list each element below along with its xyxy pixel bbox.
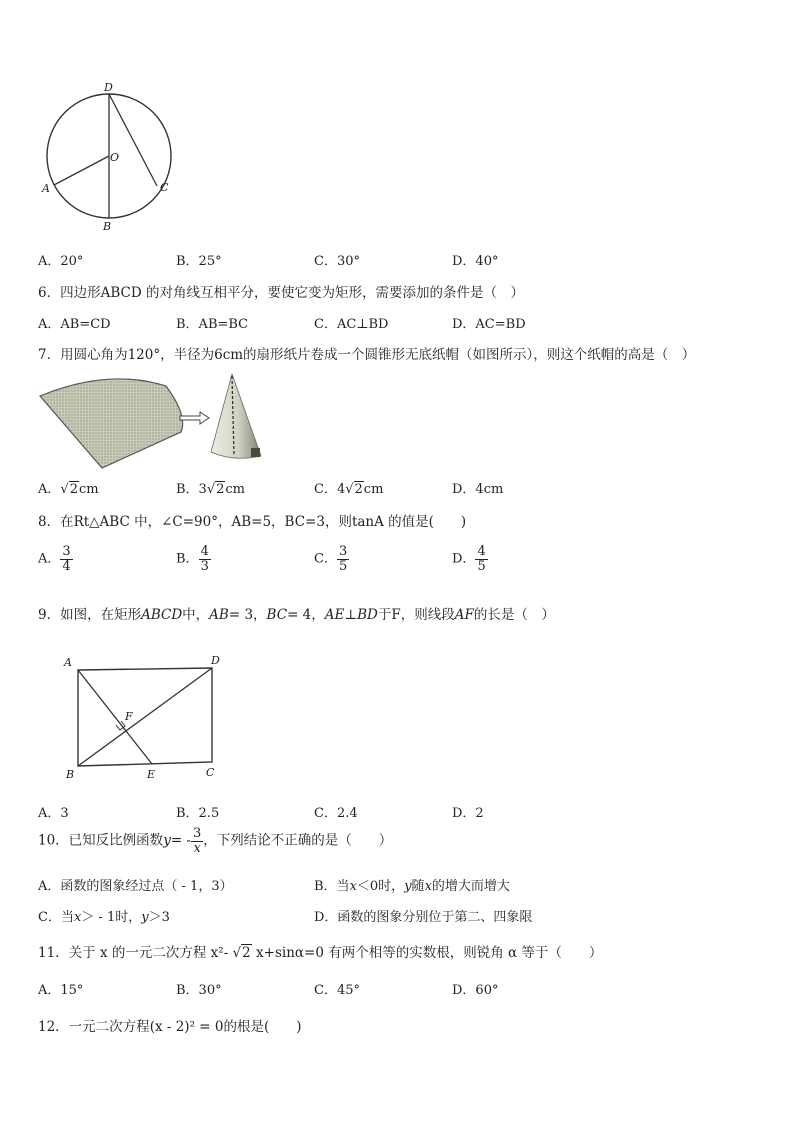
q7-b-prefix: B．3	[176, 482, 207, 497]
q11-option-c[interactable]: C．45°	[314, 983, 360, 998]
q8-d-label: D．	[452, 551, 476, 567]
q8-option-c[interactable]	[314, 545, 349, 573]
q10-b-var: x	[424, 879, 432, 894]
radicand: 2	[354, 482, 363, 497]
q9-stem-text: ⊥	[344, 607, 358, 623]
fraction	[191, 827, 203, 855]
q7-option-c[interactable]	[314, 478, 383, 497]
q11-stem-text: x+sinα=0 有两个相等的实数根，则锐角 α 等于（ ）	[251, 945, 603, 961]
q6-option-b[interactable]: B．AB=BC	[176, 317, 249, 332]
q7-option-a[interactable]	[38, 478, 99, 497]
numerator: 4	[477, 544, 486, 559]
label-c: C	[160, 181, 169, 194]
q8-option-d[interactable]	[452, 545, 488, 573]
paper-cone	[211, 374, 261, 458]
label-b: B	[66, 768, 75, 781]
q8-a-label: A．	[38, 551, 61, 567]
rectangle-figure	[60, 652, 230, 782]
label-d: D	[104, 81, 113, 94]
q10-b-var: x	[349, 879, 357, 894]
q9-stem-text: = 4，	[287, 607, 325, 623]
q9-stem-text: 9．如图，在矩形	[38, 607, 142, 623]
cone-base-shadow	[251, 448, 260, 457]
chord-dc	[109, 94, 157, 186]
denominator: x	[193, 840, 201, 856]
q12-stem-text: 的根是( )	[223, 1019, 302, 1035]
q9-stem-text: 于F，则线段	[377, 607, 455, 623]
q7-stem: 7．用圆心角为120°，半径为6cm的扇形纸片卷成一个圆锥形无底纸帽（如图所示），则这个纸帽的高是（ ）	[38, 347, 696, 363]
q8-option-b[interactable]	[176, 545, 211, 573]
q9-stem-var: AB	[209, 607, 229, 623]
q9-option-b[interactable]: B．2.5	[176, 806, 220, 821]
radicand: 2	[216, 482, 225, 497]
q9-option-c[interactable]: C．2.4	[314, 806, 358, 821]
fraction	[337, 545, 349, 573]
q9-stem-var: BC	[266, 607, 288, 623]
q11-stem-text: 11．关于 x 的一元二次方程 x²-	[38, 945, 233, 961]
label-f: F	[125, 710, 133, 723]
paper-sector	[40, 379, 183, 468]
q7-option-d[interactable]: D．4cm	[452, 482, 504, 497]
q6-stem: 6．四边形ABCD 的对角线互相平分，要使它变为矩形，需要添加的条件是（ ）	[38, 285, 524, 301]
q7-b-suffix: cm	[225, 482, 246, 497]
q8-option-a[interactable]	[38, 545, 73, 573]
q11-option-b[interactable]: B．30°	[176, 983, 222, 998]
sector-to-cone-figure	[38, 372, 268, 472]
q11-option-d[interactable]: D．60°	[452, 983, 499, 998]
q9-stem-text: = 3，	[228, 607, 267, 623]
q9-stem-var: AF	[454, 607, 474, 623]
sqrt-sign: √2	[345, 482, 363, 497]
numerator: 3	[62, 544, 71, 559]
label-c: C	[206, 766, 215, 779]
q9-stem-var: BD	[357, 607, 378, 623]
q9-stem-text: 的长是（ ）	[473, 607, 555, 623]
q7-a-prefix: A．	[38, 482, 61, 497]
radicand: 2	[242, 945, 251, 961]
q7-c-suffix: cm	[363, 482, 384, 497]
q11-option-a[interactable]: A．15°	[38, 983, 84, 998]
q7-c-prefix: C．4	[314, 482, 346, 497]
label-a: A	[64, 656, 72, 669]
segment-ae	[78, 670, 152, 764]
q6-option-a[interactable]: A．AB=CD	[38, 317, 111, 332]
q10-option-a[interactable]: A．函数的图象经过点（ - 1，3）	[38, 879, 233, 894]
fraction	[60, 545, 72, 573]
q8-c-label: C．	[314, 551, 337, 567]
q11-stem	[38, 941, 602, 961]
circle-figure	[38, 80, 178, 235]
q9-option-a[interactable]: A．3	[38, 806, 69, 821]
q10-c-text: ＞ - 1时，	[81, 910, 142, 925]
q10-stem-text: = -	[170, 832, 191, 849]
sqrt-sign: √2	[206, 482, 225, 497]
label-d: D	[211, 654, 220, 667]
q6-option-d[interactable]: D．AC=BD	[452, 317, 526, 332]
denominator: 3	[200, 558, 209, 574]
q10-b-text: B．当	[314, 879, 350, 894]
q12-equation: (x - 2)² = 0	[149, 1019, 224, 1035]
q5-option-c[interactable]: C．30°	[314, 254, 360, 269]
q10-stem-text: ，下列结论不正确的是（ ）	[203, 832, 393, 849]
denominator: 4	[62, 558, 71, 574]
q10-b-text: 随	[411, 879, 425, 894]
q5-option-b[interactable]: B．25°	[176, 254, 222, 269]
q10-stem-text: 10．已知反比例函数	[38, 832, 164, 849]
q12-stem-text: 12．一元二次方程	[38, 1019, 150, 1035]
q7-option-b[interactable]	[176, 478, 245, 497]
q10-stem-var: y	[163, 832, 171, 849]
denominator: 5	[477, 558, 486, 574]
numerator: 4	[200, 544, 209, 559]
q6-option-c[interactable]: C．AC⊥BD	[314, 317, 389, 332]
q9-stem-var: ABCD	[141, 607, 183, 623]
q10-b-text: 的增大而增大	[431, 879, 510, 894]
q5-option-d[interactable]: D．40°	[452, 254, 499, 269]
q10-option-b[interactable]	[314, 875, 510, 894]
numerator: 3	[338, 544, 348, 559]
q10-option-c[interactable]	[38, 906, 170, 925]
q7-a-suffix: cm	[78, 482, 99, 497]
fraction	[199, 545, 211, 573]
q12-stem	[38, 1015, 302, 1035]
arrow-icon	[180, 412, 209, 424]
denominator: 5	[338, 558, 348, 574]
q9-stem	[38, 603, 555, 623]
q9-stem-text: 中，	[182, 607, 210, 623]
q10-c-var: y	[141, 910, 149, 925]
q10-option-d[interactable]: D．函数的图象分别位于第二、四象限	[314, 910, 533, 925]
label-b: B	[103, 220, 112, 233]
q10-b-text: ＜0时，	[356, 879, 405, 894]
sqrt-sign: √2	[232, 945, 251, 961]
diagonal-bd	[78, 668, 212, 766]
q9-stem-var: AE	[324, 607, 345, 623]
radius-oa	[54, 156, 109, 185]
sqrt-sign: √2	[60, 482, 78, 497]
q5-option-a[interactable]: A．20°	[38, 254, 84, 269]
q8-stem: 8．在Rt△ABC 中，∠C=90°，AB=5，BC=3，则tanA 的值是( )	[38, 514, 467, 530]
radicand: 2	[69, 482, 78, 497]
label-a: A	[42, 182, 50, 195]
q10-c-text: C．当	[38, 910, 74, 925]
label-o: O	[110, 151, 120, 164]
label-e: E	[147, 768, 156, 781]
q10-b-var: y	[404, 879, 412, 894]
fraction	[475, 545, 487, 573]
q8-b-label: B．	[176, 551, 199, 567]
q10-c-text: ＞3	[148, 910, 170, 925]
numerator: 3	[193, 826, 202, 841]
q10-c-var: x	[73, 910, 82, 925]
q9-option-d[interactable]: D．2	[452, 806, 484, 821]
q10-stem	[38, 827, 392, 855]
